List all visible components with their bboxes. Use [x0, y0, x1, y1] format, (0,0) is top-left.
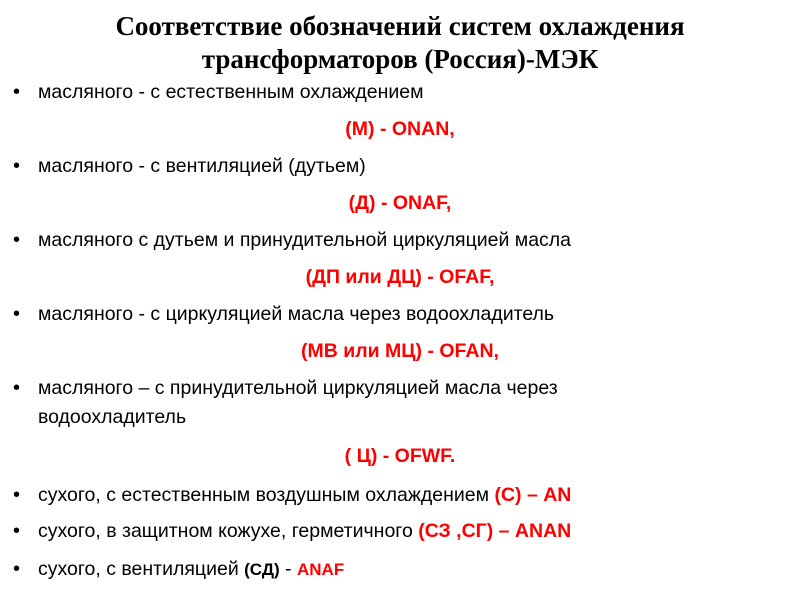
item-text: масляного – с принудительной циркуляцией масла через — [38, 377, 558, 399]
item-code: (С) – AN — [494, 484, 572, 506]
bullet: • — [13, 520, 21, 542]
item-code: ( Ц) - OFWF. — [344, 445, 456, 467]
title-line-1: Соответствие обозначений систем охлаждения — [115, 11, 685, 41]
bullet: • — [13, 558, 21, 580]
item-text: масляного с дутьем и принудительной циркуляцией масла — [38, 229, 572, 251]
item-text: сухого, в защитном кожухе, герметичного — [38, 520, 419, 542]
item-text: масляного - с естественным охлаждением — [38, 81, 424, 103]
item-text: масляного - с циркуляцией масла через водоохладитель — [38, 303, 555, 325]
title-line-2: трансформаторов (Россия)-МЭК — [201, 44, 599, 74]
item-code: (ДП или ДЦ) - OFAF, — [305, 266, 495, 288]
item-text: масляного - с вентиляцией (дутьем) — [38, 155, 366, 177]
bullet: • — [13, 303, 21, 325]
bullet: • — [13, 377, 21, 399]
item-code-separator: - — [279, 558, 297, 580]
bullet: • — [13, 484, 21, 506]
item-text: сухого, с вентиляцией — [38, 558, 245, 580]
item-text: сухого, с естественным воздушным охлаждением — [38, 484, 495, 506]
bullet: • — [13, 155, 21, 177]
item-code: (Д) - ONAF, — [348, 192, 452, 214]
bullet: • — [13, 229, 21, 251]
item-code: (М) - ONAN, — [345, 118, 455, 140]
item-code-ru: (СД) — [244, 560, 280, 579]
slide-title — [0, 10, 800, 76]
item-code-iec: ANAF — [296, 560, 345, 579]
item-text: водоохладитель — [38, 406, 187, 428]
item-code: (МВ или МЦ) - OFAN, — [301, 340, 499, 362]
item-code: (СЗ ,СГ) – ANAN — [418, 520, 572, 542]
bullet: • — [13, 81, 21, 103]
